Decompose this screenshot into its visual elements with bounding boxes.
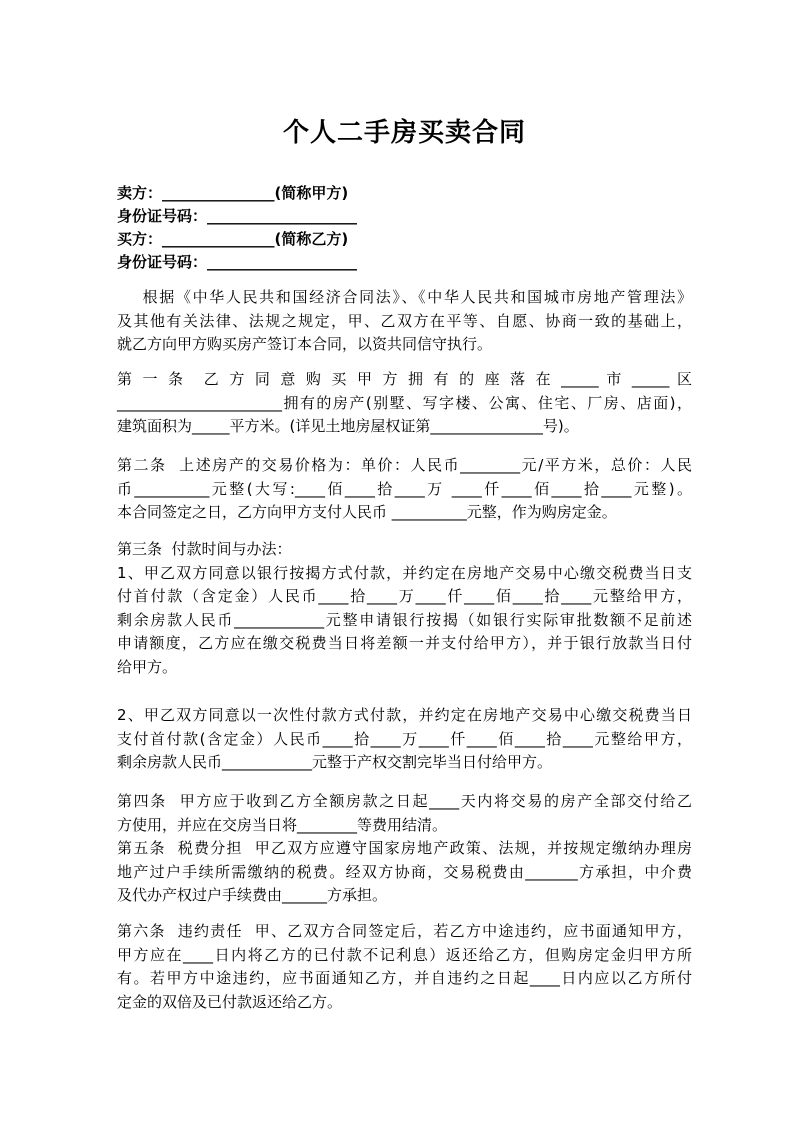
preamble-line: 及其他有关法律、法规之规定，甲、乙双方在平等、自愿、协商一致的基础上，	[117, 311, 692, 330]
article-2-line: 币__________元整(大写:____佰____拾____万 ____仟____佰____拾____元整)。	[117, 479, 692, 498]
article-5-line: 及代办产权过户手续费由______方承担。	[117, 886, 388, 904]
article-3-item-2-line: 2、甲乙双方同意以一次性付款方式付款，并约定在房地产交易中心缴交税费当日	[117, 706, 692, 724]
article-5	[117, 837, 692, 908]
article-2-line: 本合同签定之日，乙方向甲方支付人民币 __________元整，作为购房定金。	[117, 503, 617, 521]
article-5-line: 地产过户手续所需缴纳的税费。经双方协商，交易税费由_______方承担，中介费	[117, 862, 692, 881]
article-1	[117, 368, 692, 439]
article-2	[117, 454, 692, 525]
article-3-heading: 第三条 付款时间与办法：	[117, 540, 292, 558]
article-6-line: 定金的双倍及已付款返还给乙方。	[117, 992, 343, 1011]
article-3-item-1-line: 给甲方。	[117, 657, 178, 676]
article-3-item-1-line: 付首付款（含定金）人民币____拾____万____仟____佰____拾____元整给甲方，	[117, 587, 692, 605]
article-3	[117, 538, 692, 679]
document-title: 个人二手房买卖合同	[282, 118, 526, 148]
seller-id-line: 身份证号码：____________________	[117, 207, 358, 225]
article-1-line: ______________________拥有的房产(别墅、写字楼、公寓、住宅、厂房、店面)，	[117, 393, 692, 412]
article-3-item-2	[117, 704, 692, 775]
article-1-line: 建筑面积为_____平方米。(详见土地房屋权证第_______________号)。	[117, 417, 579, 435]
article-6-line: 第六条 违约责任 甲、乙双方合同签定后，若乙方中途违约，应书面通知甲方，	[117, 922, 692, 940]
buyer-line: 买方：_______________(简称乙方)	[117, 230, 349, 248]
article-6-line: 有。若甲方中途违约，应书面通知乙方，并自违约之日起____日内应以乙方所付	[117, 969, 692, 987]
article-2-line: 第二条 上述房产的交易价格为：单价：人民币________元/平方米，总价：人民	[117, 456, 692, 474]
article-5-line: 第五条 税费分担 甲乙双方应遵守国家房地产政策、法规，并按规定缴纳办理房	[117, 839, 692, 857]
seller-line: 卖方：_______________(简称甲方)	[117, 184, 349, 202]
article-3-item-1-line: 1、甲乙双方同意以银行按揭方式付款，并约定在房地产交易中心缴交税费当日支	[117, 563, 692, 582]
article-6-line: 甲方应在____日内将乙方的已付款不记利息）返还给乙方，但购房定金归甲方所	[117, 945, 692, 964]
article-3-item-2-line: 支付首付款(含定金）人民币____拾____万____仟____佰____拾____元整给甲方，	[117, 729, 692, 748]
article-4-line: 第四条 甲方应于收到乙方全额房款之日起____天内将交易的房产全部交付给乙	[117, 792, 692, 810]
preamble-line: 就乙方向甲方购买房产签订本合同，以资共同信守执行。	[117, 335, 493, 353]
article-3-item-1-line: 申请额度，乙方应在缴交税费当日将差额一并支付给甲方），并于银行放款当日付	[117, 634, 692, 652]
article-6	[117, 920, 692, 1014]
article-4	[117, 790, 692, 837]
preamble-paragraph	[117, 286, 692, 357]
preamble-line: 根据《中华人民共和国经济合同法》、《中华人民共和国城市房地产管理法》	[117, 288, 692, 306]
article-1-line: 第 一 条 乙 方 同 意 购 买 甲 方 拥 有 的 座 落 在 _____ 市 _____ 区	[117, 370, 692, 388]
article-3-item-2-line: 剩余房款人民币____________元整于产权交割完毕当日付给甲方。	[117, 753, 553, 771]
article-3-item-1-line: 剩余房款人民币____________元整申请银行按揭（如银行实际审批数额不足前述	[117, 610, 692, 629]
article-4-line: 方使用，并应在交房当日将________等费用结清。	[117, 815, 448, 834]
buyer-id-line: 身份证号码：____________________	[117, 253, 358, 271]
